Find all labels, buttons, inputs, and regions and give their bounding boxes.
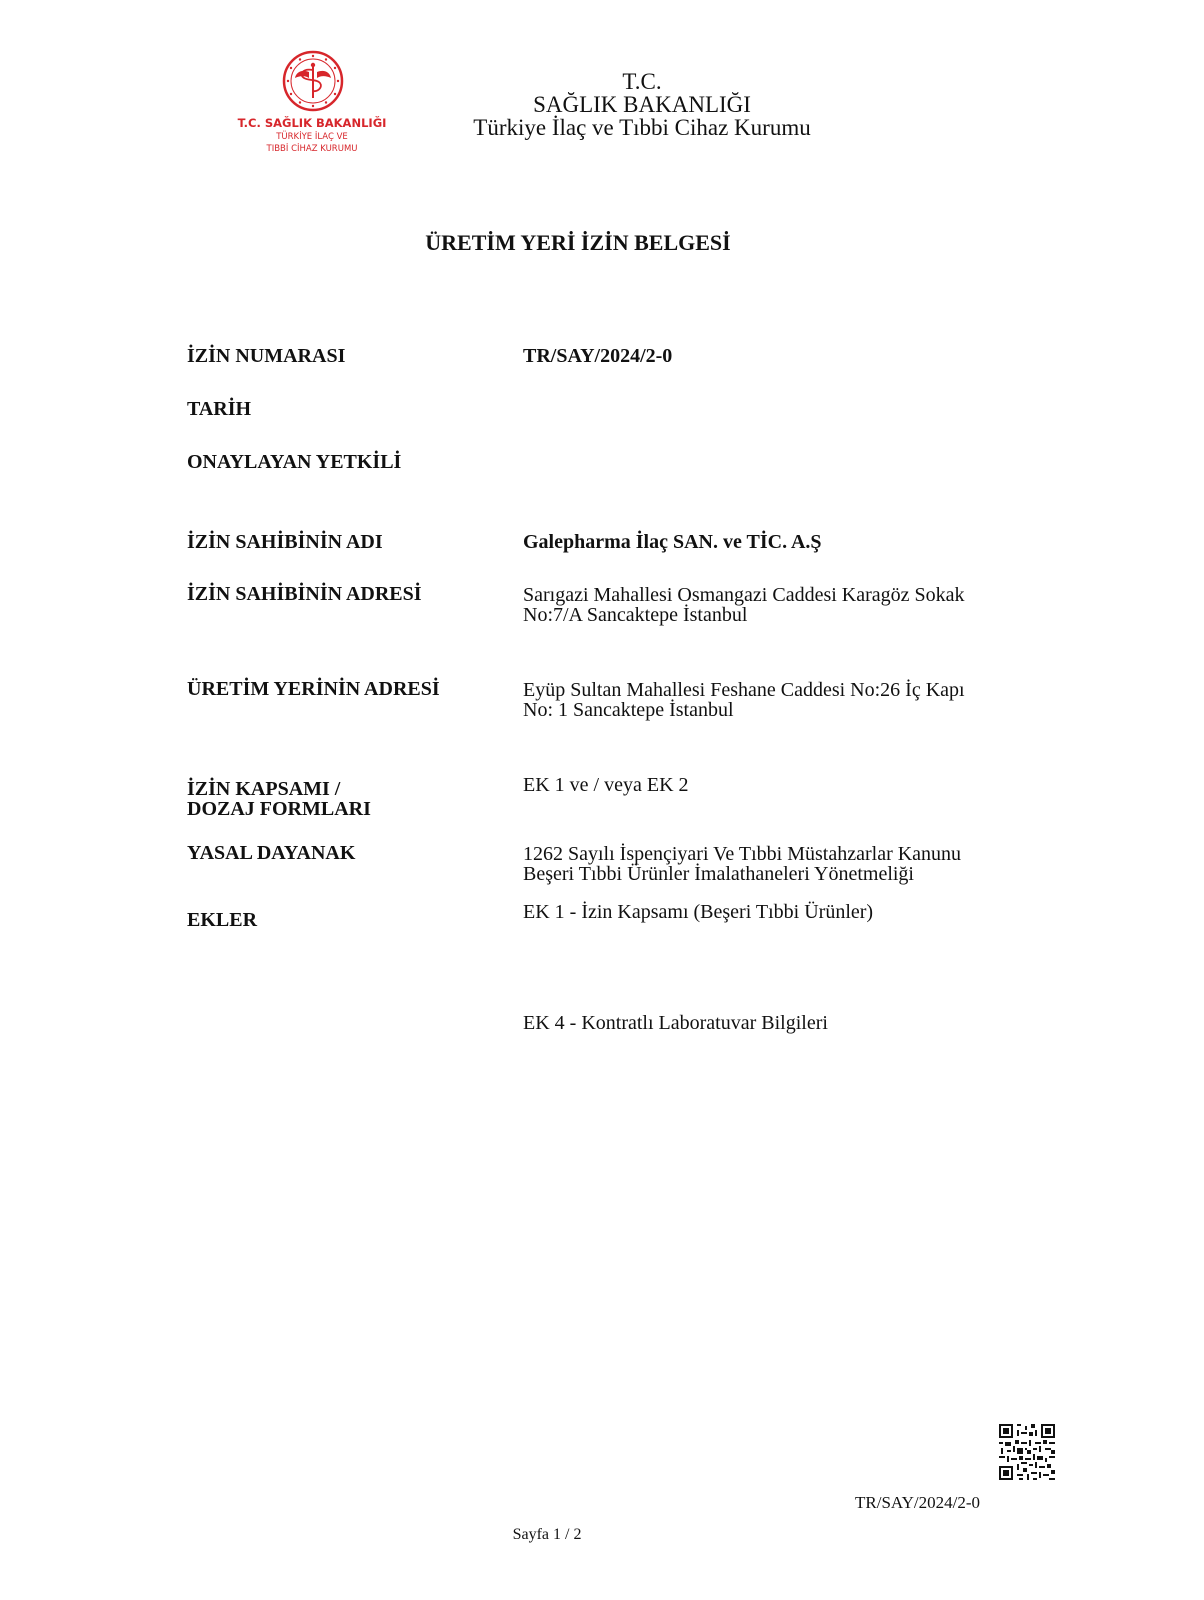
site-address-label: ÜRETİM YERİNİN ADRESİ — [187, 678, 440, 700]
attachment-item-1: EK 1 - İzin Kapsamı (Beşeri Tıbbi Ürünler) — [523, 901, 874, 923]
approving-authority-label: ONAYLAYAN YETKİLİ — [187, 451, 402, 473]
document-title: ÜRETİM YERİ İZİN BELGESİ — [425, 230, 731, 255]
ministry-emblem-icon — [282, 50, 344, 112]
legal-basis-label: YASAL DAYANAK — [187, 842, 356, 864]
attachments-label: EKLER — [187, 909, 258, 931]
ministry-logo — [236, 50, 388, 160]
holder-address-label: İZİN SAHİBİNİN ADRESİ — [187, 583, 422, 605]
header-line2: SAĞLIK BAKANLIĞI — [533, 92, 751, 117]
page-number: Sayfa 1 / 2 — [512, 1526, 582, 1543]
permit-number-label: İZİN NUMARASI — [187, 345, 346, 367]
header-line1: T.C. — [622, 69, 662, 94]
scope-label-line2: DOZAJ FORMLARI — [187, 798, 371, 820]
holder-name-label: İZİN SAHİBİNİN ADI — [187, 531, 383, 553]
attachment-item-2: EK 4 - Kontratlı Laboratuvar Bilgileri — [523, 1012, 828, 1034]
legal-basis-line1: 1262 Sayılı İspençiyari Ve Tıbbi Müstahzarlar Kanunu — [523, 843, 962, 865]
document-header — [440, 70, 844, 139]
legal-basis-line2: Beşeri Tıbbi Ürünler İmalathaneleri Yönetmeliği — [523, 863, 914, 885]
site-address-line2: No: 1 Sancaktepe İstanbul — [523, 699, 734, 721]
header-line3: Türkiye İlaç ve Tıbbi Cihaz Kurumu — [473, 115, 811, 140]
holder-address-line1: Sarıgazi Mahallesi Osmangazi Caddesi Karagöz Sokak — [523, 584, 965, 606]
logo-ministry-name: T.C. SAĞLIK BAKANLIĞI — [237, 116, 387, 130]
footer-reference: TR/SAY/2024/2-0 — [855, 1493, 981, 1512]
logo-agency-line2: TIBBİ CİHAZ KURUMU — [266, 144, 358, 154]
permit-number-value: TR/SAY/2024/2-0 — [523, 345, 673, 367]
date-label: TARİH — [187, 398, 252, 420]
holder-address-line2: No:7/A Sancaktepe İstanbul — [523, 604, 748, 626]
holder-name-value: Galepharma İlaç SAN. ve TİC. A.Ş — [523, 531, 822, 553]
qr-code-icon — [999, 1424, 1055, 1480]
scope-value: EK 1 ve / veya EK 2 — [523, 774, 689, 796]
site-address-line1: Eyüp Sultan Mahallesi Feshane Caddesi No:26 İç Kapı — [523, 679, 965, 701]
logo-agency-line1: TÜRKİYE İLAÇ VE — [276, 132, 348, 142]
scope-label-line1: İZİN KAPSAMI / — [187, 778, 341, 800]
